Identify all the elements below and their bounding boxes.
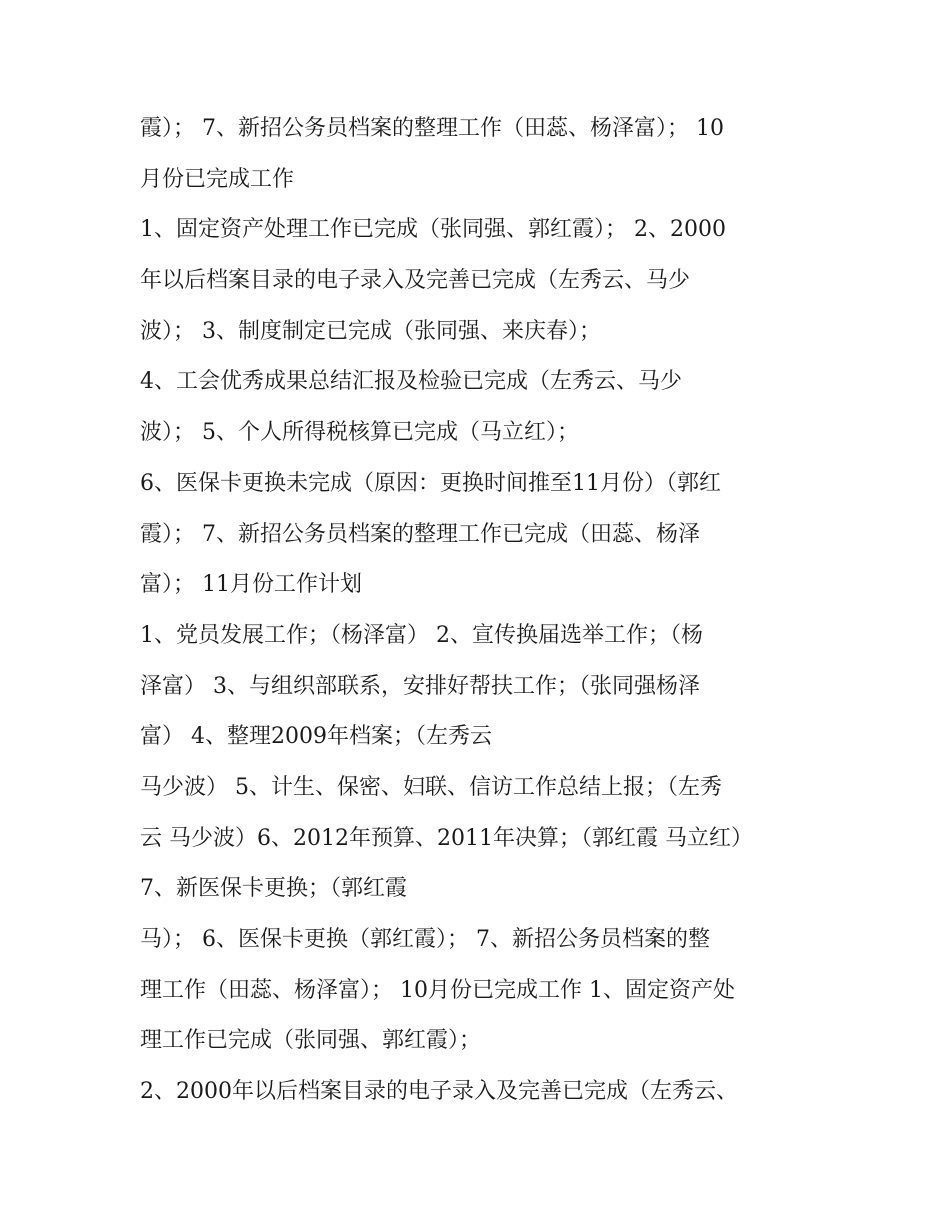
text-line: 马）； 6、医保卡更换（郭红霞）； 7、新招公务员档案的整 [140,927,710,952]
text-line: 4、工会优秀成果总结汇报及检验已完成（左秀云、马少 [140,369,682,395]
text-line: 泽富） 3、与组织部联系，安排好帮扶工作；（张同强杨泽 [140,673,700,699]
text-line: 1、固定资产处理工作已完成（张同强、郭红霞）； 2、2000 [140,217,726,243]
text-line: 霞）； 7、新招公务员档案的整理工作（田蕊、杨泽富）； 10 [140,116,724,141]
text-line: 2、2000年以后档案目录的电子录入及完善已完成（左秀云、 [140,1079,738,1105]
text-line: 理工作已完成（张同强、郭红霞）； [140,1028,482,1054]
text-line: 6、医保卡更换未完成（原因：更换时间推至11月份）（郭红 [140,470,721,496]
text-line: 波）； 5、个人所得税核算已完成（马立红）； [140,420,579,446]
text-line: 1、党员发展工作；（杨泽富） 2、宣传换届选举工作；（杨 [140,622,703,648]
text-line: 波）； 3、制度制定已完成（张同强、来庆春）； [140,318,601,344]
text-line: 年以后档案目录的电子录入及完善已完成（左秀云、马少 [140,268,691,294]
text-line: 月份已完成工作 [140,166,295,192]
text-line: 霞）； 7、新招公务员档案的整理工作已完成（田蕊、杨泽 [140,521,700,547]
text-line: 7、新医保卡更换；（郭红霞 [140,876,407,902]
text-line: 富）； 11月份工作计划 [140,572,362,598]
document-body [140,104,830,1118]
text-line: 理工作（田蕊、杨泽富）； 10月份已完成工作 1、固定资产处 [140,977,735,1003]
text-line: 富） 4、整理2009年档案；（左秀云 [140,724,492,750]
text-line: 云 马少波）6、2012年预算、2011年决算；（郭红霞 马立红） [140,825,753,851]
text-line: 马少波） 5、计生、保密、妇联、信访工作总结上报；（左秀 [140,774,722,800]
